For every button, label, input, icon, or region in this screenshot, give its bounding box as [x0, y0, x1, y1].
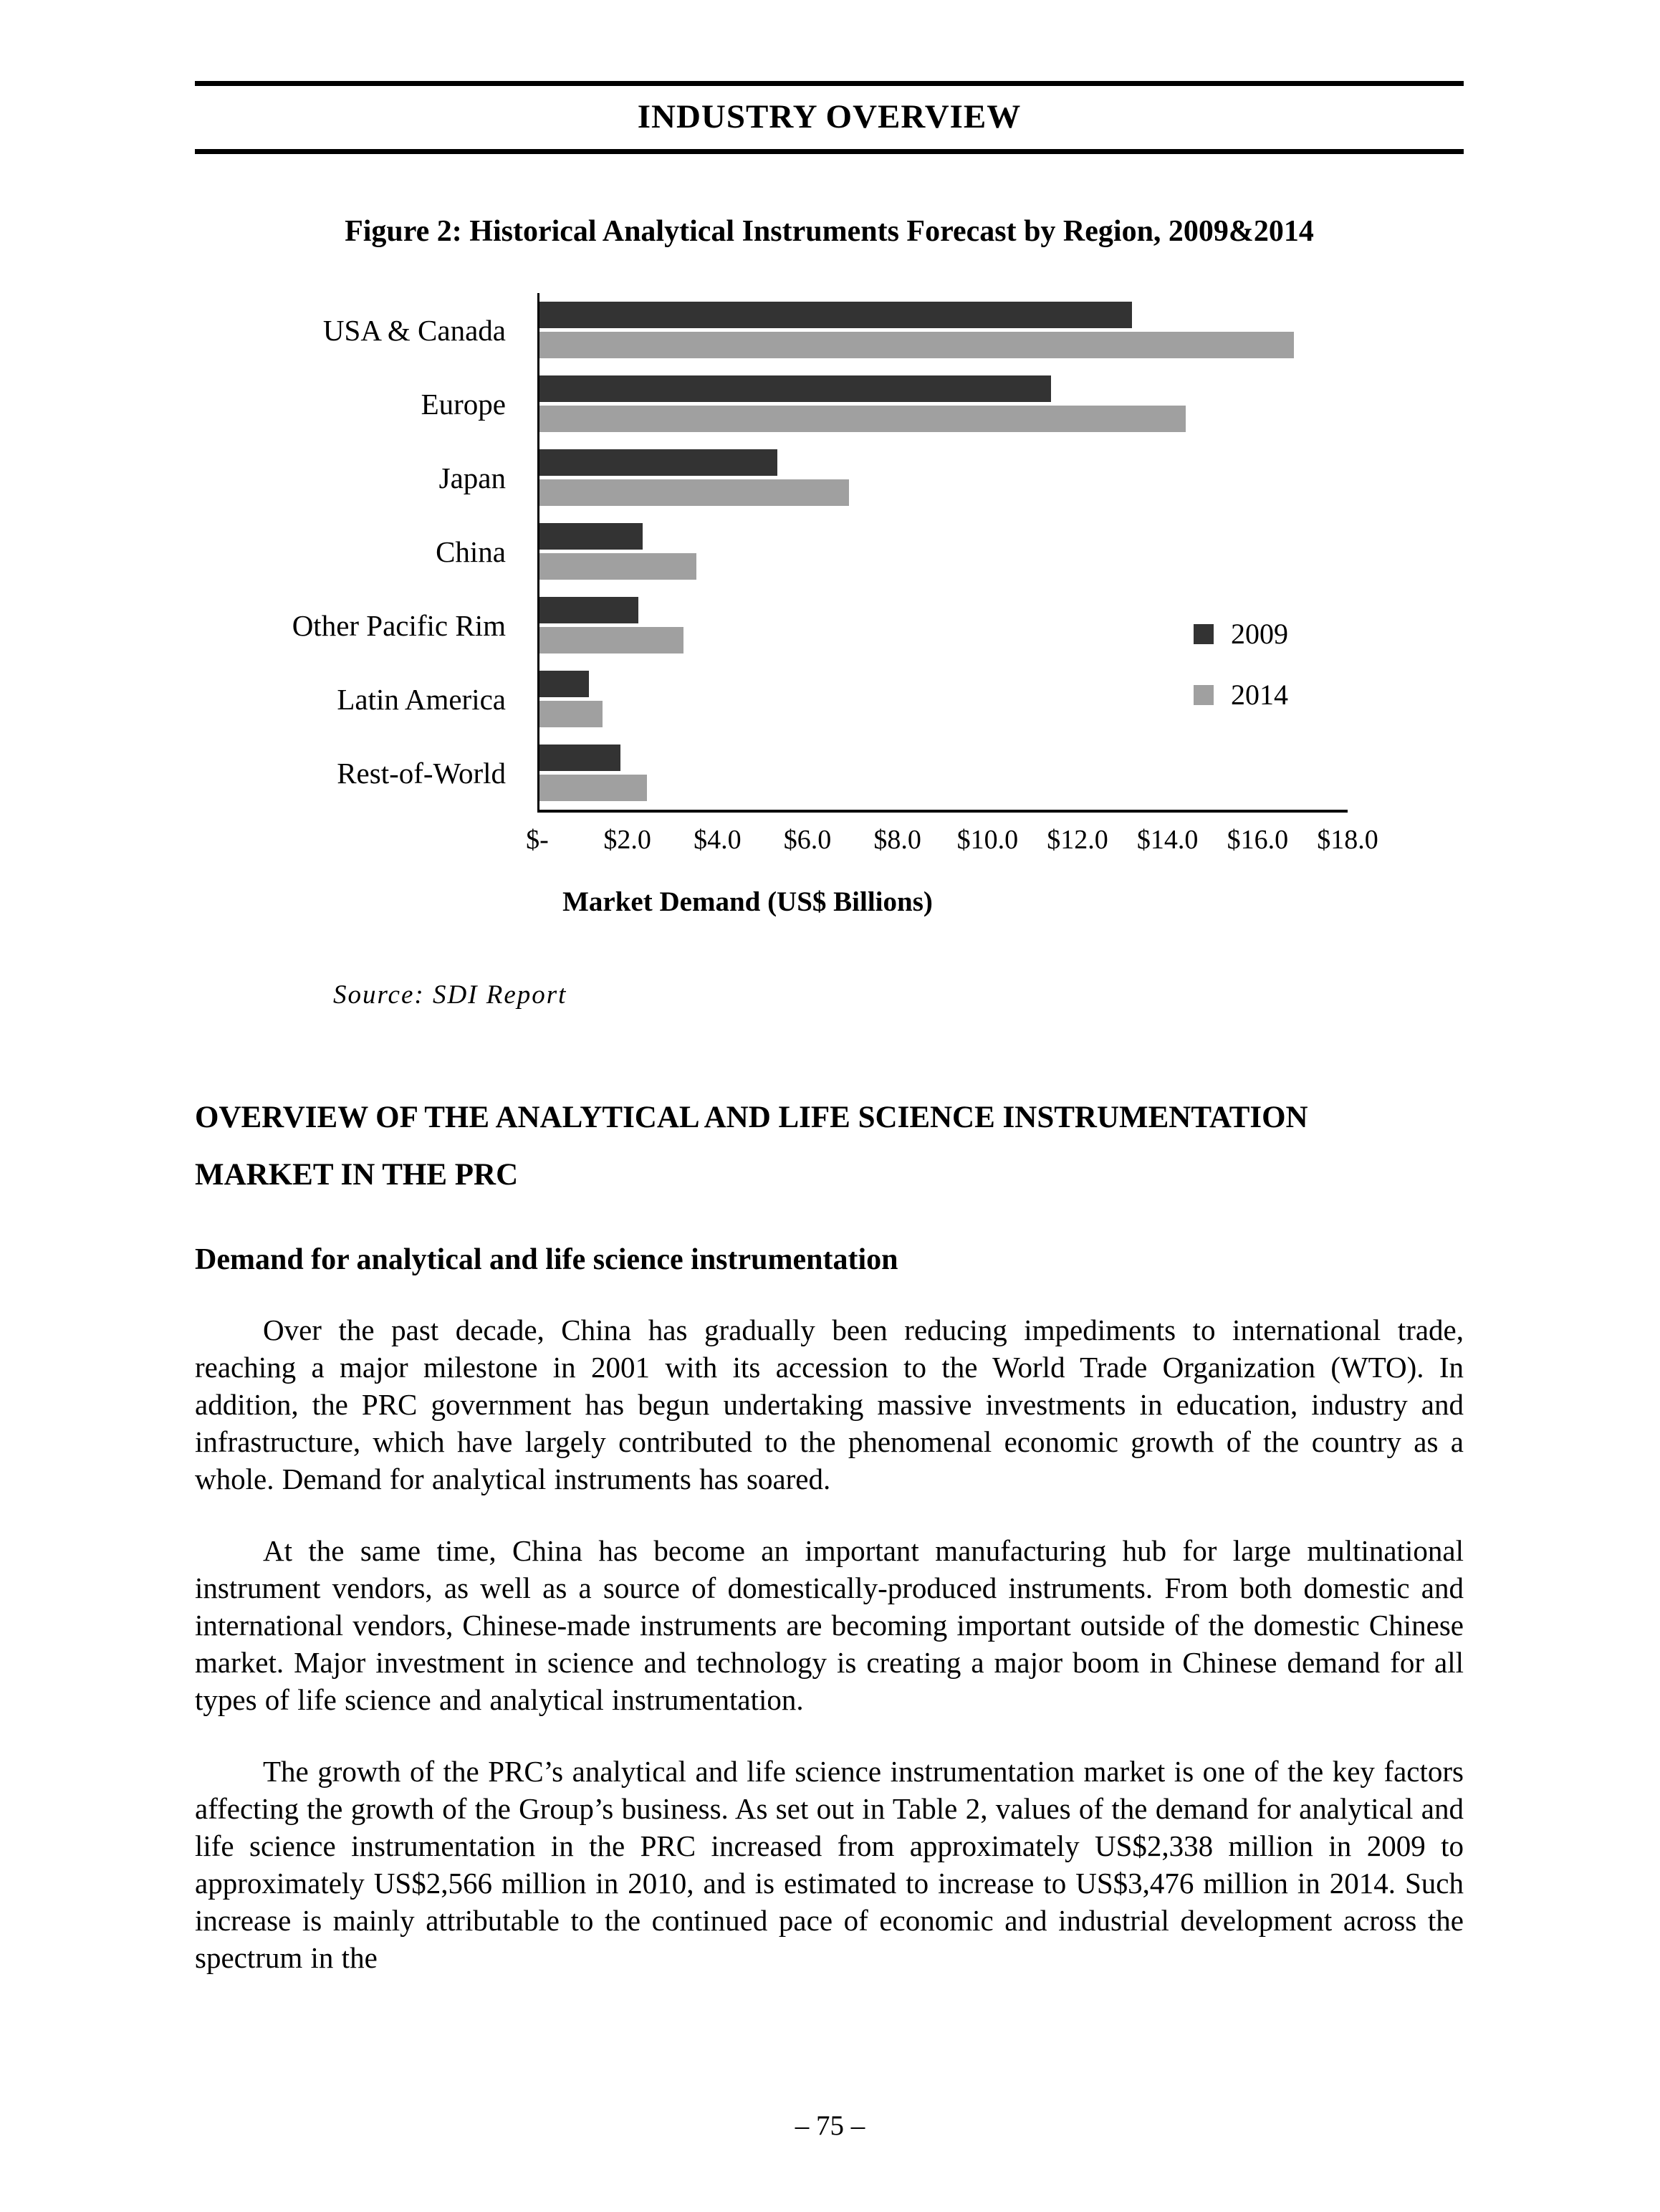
bar-2009-china	[539, 523, 643, 550]
x-tick-label-0: $-	[526, 825, 549, 855]
category-label-japan: Japan	[438, 461, 506, 494]
legend-label-2009: 2009	[1231, 618, 1288, 650]
bar-2014-rest-of-world	[539, 775, 647, 801]
category-label-usa-canada: USA & Canada	[322, 313, 506, 347]
category-label-europe: Europe	[421, 387, 506, 421]
paragraph: The growth of the PRC’s analytical and life science instrumentation market is one of the key factors affecting the growth of the Group’s business. As set out in Table 2, values of the demand for analytical and life science instrumentation in the PRC increased from approximately US$2,338 million in 2009 to approximately US$2,566 million in 2010, and is estimated to increase to US$3,476 million in 2014. Such increase is mainly attributable to the continued pace of economic and industrial development across the spectrum in the	[195, 1755, 1464, 1974]
category-label-latin-america: Latin America	[337, 682, 506, 716]
bar-2014-usa-canada	[539, 332, 1294, 358]
category-label-rest-of-world: Rest-of-World	[337, 756, 506, 790]
x-tick-label-2: $4.0	[694, 825, 742, 855]
paragraph: At the same time, China has become an important manufacturing hub for large multinational instrument vendors, as well as a source of domestically-produced instruments. From both domestic and international vendors, Chinese-made instruments are becoming important outside of the domestic Chinese market. Major investment in science and technology is creating a major boom in Chinese demand for all types of life science and analytical instrumentation.	[195, 1534, 1464, 1716]
legend-swatch-2009	[1194, 624, 1214, 644]
chart-row-usa-canada	[195, 293, 1464, 367]
bar-2009-latin-america	[539, 671, 589, 697]
chart-row-china	[195, 514, 1464, 588]
section-heading	[195, 1089, 1464, 1204]
legend-entry-2009	[1194, 617, 1288, 651]
chart-row-europe	[195, 367, 1464, 441]
bar-group-japan	[537, 441, 1348, 514]
x-tick-label-8: $16.0	[1227, 825, 1289, 855]
subsection-heading: Demand for analytical and life science instrumentation	[195, 1243, 898, 1276]
page-header-title: INDUSTRY OVERVIEW	[637, 98, 1022, 135]
bar-2014-other-pacific-rim	[539, 627, 683, 653]
bar-2009-rest-of-world	[539, 744, 620, 771]
bar-2009-other-pacific-rim	[539, 597, 638, 623]
figure-source: Source: SDI Report	[333, 980, 567, 1010]
x-tick-label-1: $2.0	[603, 825, 651, 855]
legend-label-2014: 2014	[1231, 679, 1288, 711]
bar-group-china	[537, 514, 1348, 588]
bar-2014-europe	[539, 406, 1186, 432]
figure-title: Figure 2: Historical Analytical Instruments Forecast by Region, 2009&2014	[345, 215, 1314, 248]
x-tick-label-9: $18.0	[1317, 825, 1378, 855]
bar-2009-japan	[539, 449, 777, 476]
bar-group-usa-canada	[537, 293, 1348, 367]
x-tick-label-4: $8.0	[873, 825, 921, 855]
category-label-china: China	[436, 535, 506, 568]
bar-2014-japan	[539, 479, 849, 506]
page-header	[195, 81, 1464, 154]
bar-chart	[195, 293, 1464, 857]
chart-legend	[1194, 617, 1288, 739]
x-tick-label-7: $14.0	[1136, 825, 1199, 855]
bar-group-rest-of-world	[537, 736, 1348, 810]
x-axis-ticks	[526, 813, 1378, 857]
bar-2009-usa-canada	[539, 302, 1132, 328]
x-tick-label-3: $6.0	[783, 825, 832, 855]
bar-group-europe	[537, 367, 1348, 441]
x-tick-label-6: $12.0	[1047, 825, 1108, 855]
x-tick-label-5: $10.0	[956, 825, 1019, 855]
bar-2014-latin-america	[539, 701, 603, 727]
bar-2014-china	[539, 553, 696, 580]
section-heading-line2: MARKET IN THE PRC	[195, 1158, 519, 1192]
page-number: – 75 –	[795, 2110, 865, 2141]
legend-entry-2014	[1194, 678, 1288, 712]
x-axis-title: Market Demand (US$ Billions)	[562, 886, 933, 917]
chart-row-japan	[195, 441, 1464, 514]
category-label-other-pacific-rim: Other Pacific Rim	[292, 608, 506, 642]
chart-row-rest-of-world	[195, 736, 1464, 810]
section-heading-line1: OVERVIEW OF THE ANALYTICAL AND LIFE SCIENCE INSTRUMENTATION	[195, 1101, 1308, 1134]
paragraph: Over the past decade, China has gradually been reducing impediments to international trade, reaching a major milestone in 2001 with its accession to the World Trade Organization (WTO). In addition, the PRC government has begun undertaking massive investments in education, industry and infrastructure, which have largely contributed to the phenomenal economic growth of the country as a whole. Demand for analytical instruments has soared.	[195, 1313, 1464, 1495]
bar-2009-europe	[539, 375, 1051, 402]
legend-swatch-2014	[1194, 685, 1214, 705]
